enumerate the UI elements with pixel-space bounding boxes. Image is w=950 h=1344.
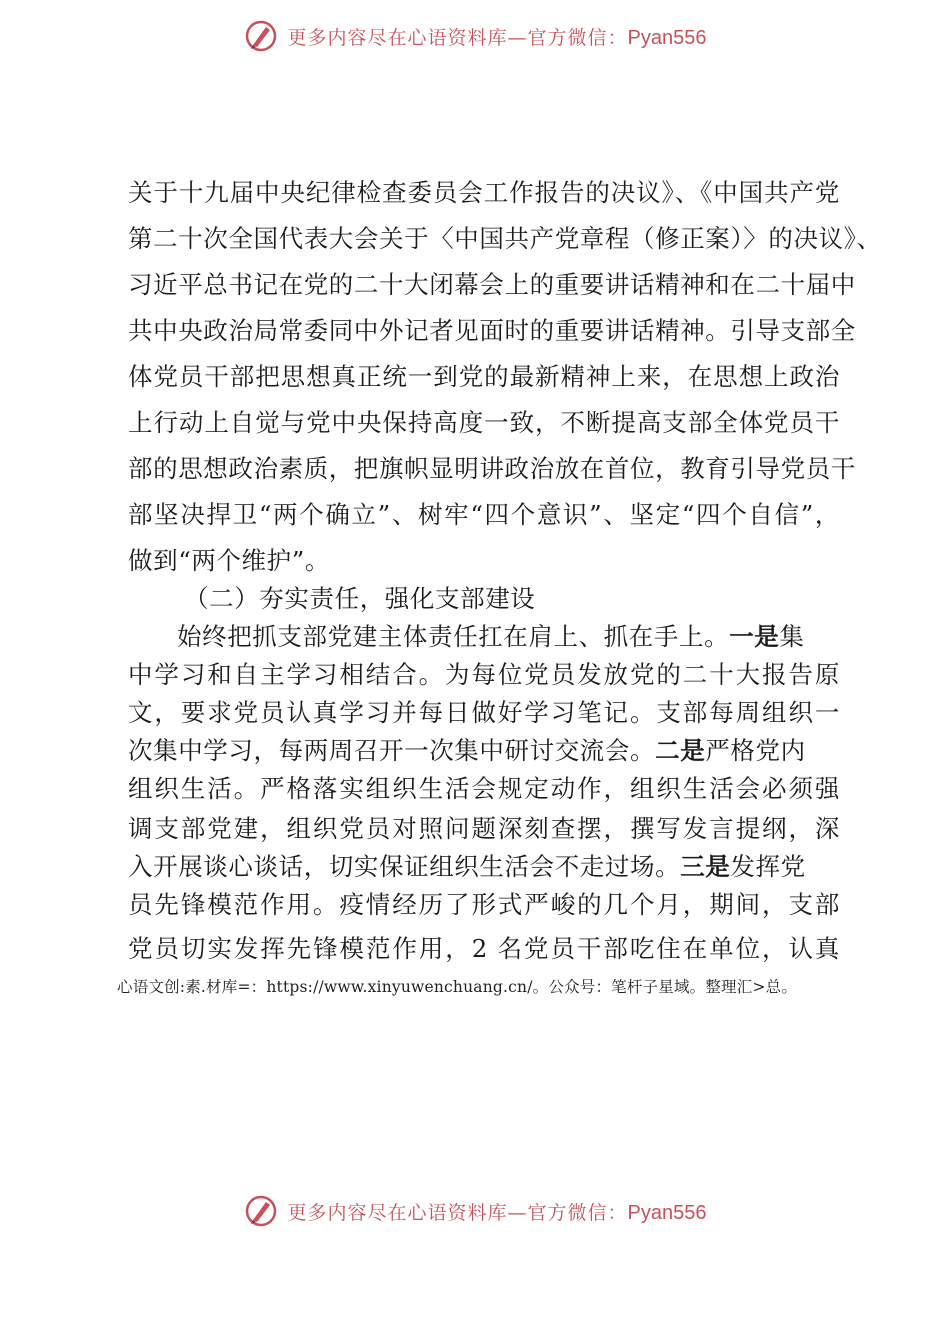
document-body <box>128 170 882 972</box>
text-span: 发挥党 <box>730 852 806 881</box>
pen-logo-icon <box>244 19 278 53</box>
body-line: 组织生活。严格落实组织生活会规定动作，组织生活会必须强 <box>128 774 840 803</box>
emphasis-third: 三是 <box>680 852 731 881</box>
banner-text: 更多内容尽在心语资料库—官方微信：Pyan556 <box>287 26 707 49</box>
emphasis-second: 二是 <box>655 736 706 765</box>
section-heading: （二）夯实责任，强化支部建设 <box>184 584 536 613</box>
header-banner <box>0 16 950 56</box>
text-span: 始终把抓支部党建主体责任扛在肩上、抓在手上。 <box>177 622 730 651</box>
body-line: 党员切实发挥先锋模范作用，2 名党员干部吃住在单位，认真 <box>128 934 840 963</box>
body-line: 文，要求党员认真学习并每日做好学习笔记。支部每周组织一 <box>128 698 840 727</box>
banner-text: 更多内容尽在心语资料库—官方微信：Pyan556 <box>287 1201 707 1224</box>
body-line: 中学习和自主学习相结合。为每位党员发放党的二十大报告原 <box>128 660 840 689</box>
body-line: 关于十九届中央纪律检查委员会工作报告的决议》、《中国共产党 <box>128 178 840 207</box>
body-line: 员先锋模范作用。疫情经历了形式严峻的几个月，期间，支部 <box>128 890 840 919</box>
body-line: 第二十次全国代表大会关于〈中国共产党章程（修正案）〉的决议》、 <box>128 224 882 253</box>
body-line: 调支部党建，组织党员对照问题深刻查摆，撰写发言提纲，深 <box>128 814 840 843</box>
emphasis-first: 一是 <box>729 622 780 651</box>
source-note: 心语文创:素.材库=：https://www.xinyuwenchuang.cn/。公众号：笔杆子星域。整理汇>总。 <box>117 978 798 996</box>
text-span: 次集中学习，每两周召开一次集中研讨交流会。 <box>128 736 656 765</box>
body-line: 上行动上自觉与党中央保持高度一致，不断提高支部全体党员干 <box>128 408 840 437</box>
footer-banner <box>0 1191 950 1231</box>
body-line: 部的思想政治素质，把旗帜显明讲政治放在首位，教育引导党员干 <box>128 454 856 483</box>
pen-logo-icon <box>244 1194 278 1228</box>
text-span: 入开展谈心谈话，切实保证组织生活会不走过场。 <box>128 852 681 881</box>
body-line: 做到“两个维护”。 <box>128 546 330 575</box>
text-span: 严格党内 <box>705 736 806 765</box>
body-line: 体党员干部把思想真正统一到党的最新精神上来，在思想上政治 <box>128 362 840 391</box>
text-span: 集 <box>779 622 805 651</box>
body-line: 部坚决捍卫“两个确立”、树牢“四个意识”、坚定“四个自信”， <box>128 500 840 529</box>
body-line: 习近平总书记在党的二十大闭幕会上的重要讲话精神和在二十届中 <box>128 270 856 299</box>
body-line: 共中央政治局常委同中外记者见面时的重要讲话精神。引导支部全 <box>128 316 856 345</box>
